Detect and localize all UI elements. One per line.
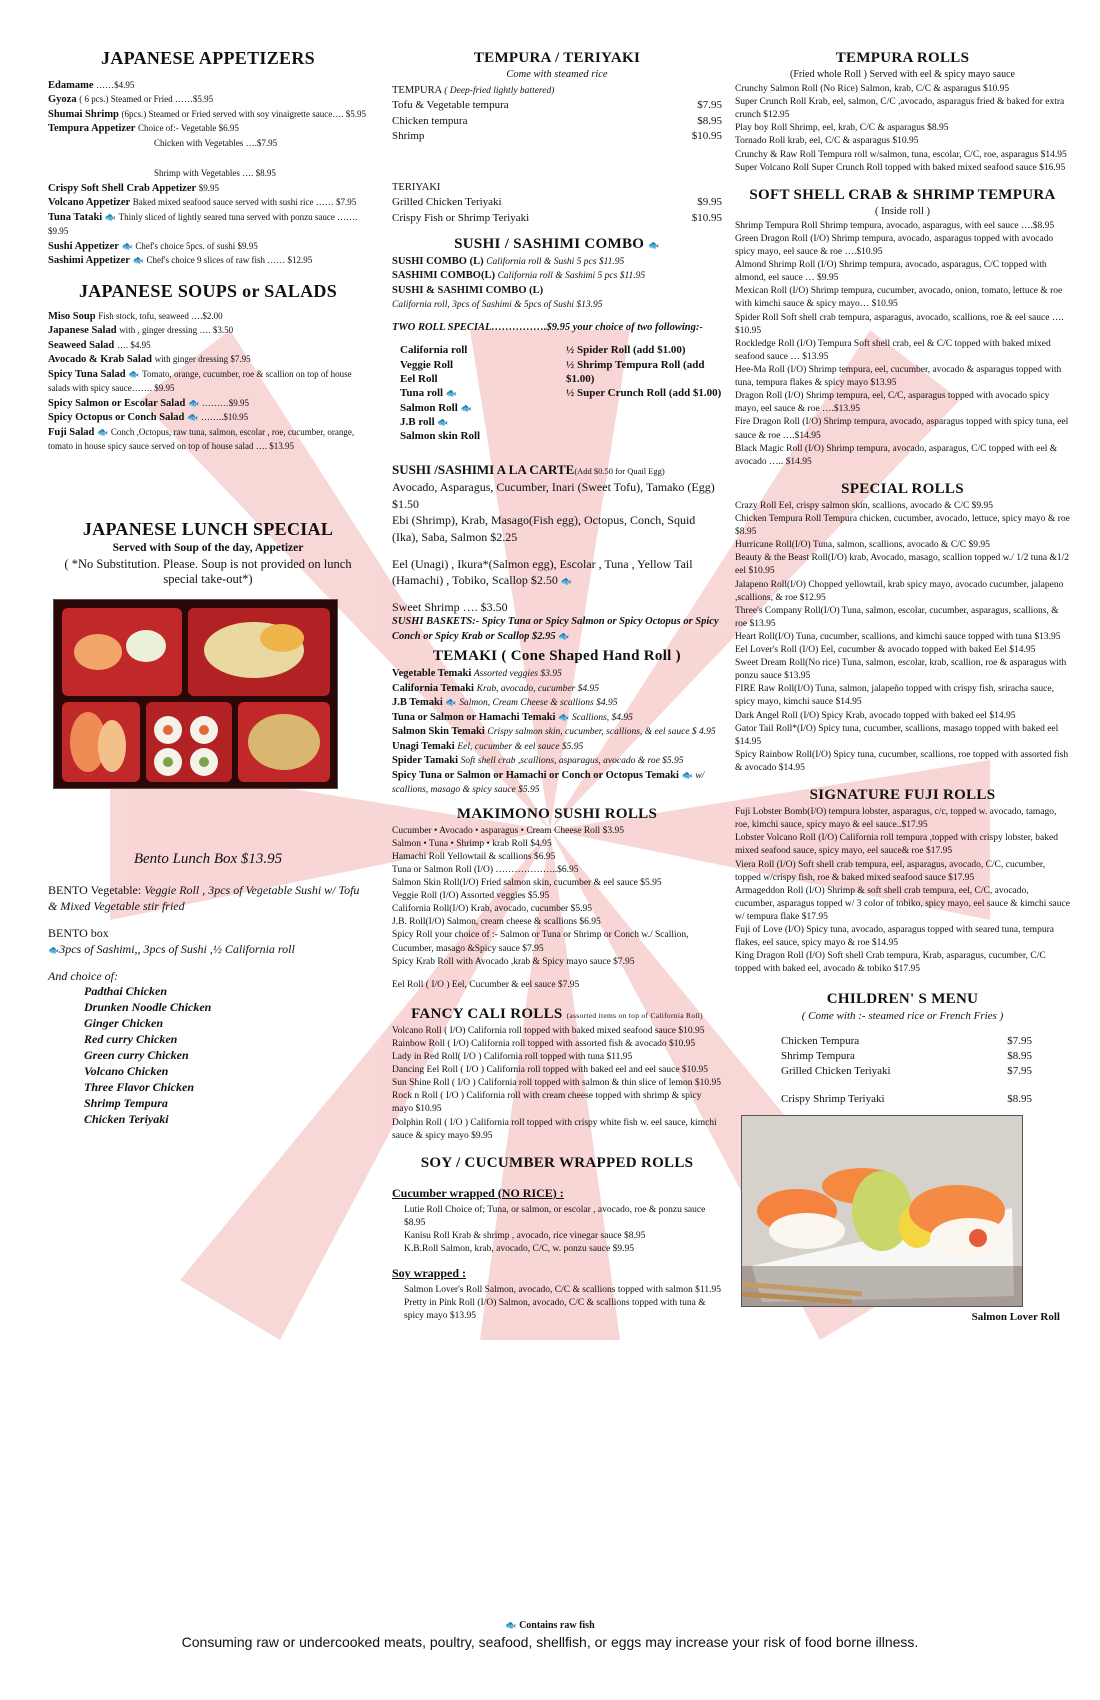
menu-item: Fire Dragon Roll (I/O) Shrimp tempura, avocado, asparagus topped with spicy tuna, eel sauce & roe ….$14.95: [735, 417, 1069, 441]
menu-item: Veggie Roll (I/O) Assorted veggies $5.95: [392, 891, 550, 902]
list-item: Ginger Chicken: [84, 1016, 164, 1031]
menu-item: Spicy Roll your choice of :- Salmon or Tuna or Shrimp or Conch w./ Scallion, Cucumber, masago &Spicy sauce $7.95: [392, 930, 689, 954]
children-title: CHILDREN' S MENU: [826, 990, 979, 1007]
appetizers-title: JAPANESE APPETIZERS: [101, 48, 315, 68]
raw-fish-icon: 🐟: [121, 240, 133, 251]
list-item: California roll: [400, 344, 468, 357]
menu-item: Edamame ……$4.95: [48, 80, 135, 91]
menu-item: Heart Roll(I/O) Tuna, cucumber, scallions, and kimchi sauce topped with tuna $13.95: [735, 631, 1061, 642]
menu-item: Grilled Chicken Teriyaki $7.95: [781, 1065, 1032, 1078]
lunch-title: JAPANESE LUNCH SPECIAL: [82, 518, 334, 539]
fancy-title: FANCY CALI ROLLS (assorted items on top of California Roll): [411, 1005, 703, 1022]
softshell-subtitle: ( Inside roll ): [874, 205, 931, 217]
menu-item: K.B.Roll Salmon, krab, avocado, C/C, w. ponzu sauce $9.95: [404, 1244, 634, 1255]
raw-fish-icon: 🐟: [128, 368, 140, 379]
menu-item: Shrimp with Vegetables …. $8.95: [154, 168, 276, 179]
menu-item: Dolphin Roll ( I/O ) California roll topped with crispy white fish w. eel sauce, kimchi sauce & spicy mayo $9.95: [392, 1117, 717, 1141]
list-item: Eel Roll: [400, 372, 438, 385]
cucumber-wrapped-label: Cucumber wrapped (NO RICE) :: [392, 1185, 564, 1200]
bento-choice-list: [48, 984, 368, 1128]
menu-item: Grilled Chicken Teriyaki $9.95: [392, 196, 722, 209]
raw-fish-legend: 🐟 Contains raw fish: [505, 1620, 595, 1631]
menu-item: Salmon Skin Roll(I/O) Fried salmon skin, cucumber & eel sauce $5.95: [392, 877, 662, 888]
menu-item: Sun Shine Roll ( I/O ) California roll topped with salmon & thin slice of lemon $10.95: [392, 1078, 722, 1089]
teriyaki-label: TERIYAKI: [392, 181, 441, 193]
temaki-title: TEMAKI ( Cone Shaped Hand Roll ): [433, 648, 681, 665]
menu-item: Hamachi Roll Yellowtail & scallions $6.95: [392, 851, 556, 862]
menu-item: Lobster Volcano Roll (I/O) California roll tempura ,topped with crispy lobster, baked mixed seafood sauce, spicy mayo, eel sauce& roe $17.95: [735, 833, 1058, 857]
sushi-baskets: SUSHI BASKETS:- Spicy Tuna or Spicy Salmon or Spicy Octopus or Spicy Conch or Spicy Krab or Scallop $2.95 🐟: [392, 616, 719, 642]
two-roll-special: TWO ROLL SPECIAL…………….$9.95 your choice of two following:-: [392, 321, 703, 333]
menu-item: Seaweed Salad …. $4.95: [48, 339, 151, 351]
menu-item: California Temaki Krab, avocado, cucumber $4.95: [392, 682, 600, 694]
list-item: Padthai Chicken: [84, 984, 168, 999]
list-item: Green curry Chicken: [84, 1048, 189, 1063]
menu-item: Lady in Red Roll( I/O ) California roll topped with tuna $11.95: [392, 1052, 633, 1063]
menu-item: Crazy Roll Eel, crispy salmon skin, scallions, avocado & C/C $9.95: [735, 500, 994, 511]
list-item: Volcano Chicken: [84, 1064, 169, 1079]
bento-photo: [53, 599, 338, 789]
raw-fish-icon: 🐟: [104, 211, 117, 222]
raw-fish-icon: 🐟: [505, 1620, 517, 1630]
column-right: [735, 44, 1070, 1323]
menu-item: Salmon Lover's Roll Salmon, avocado, C/C & scallions topped with salmon $11.95: [404, 1285, 721, 1296]
menu-item: J.B. Roll(I/O) Salmon, cream cheese & scallions $6.95: [392, 917, 601, 928]
raw-fish-icon: 🐟: [187, 397, 200, 408]
menu-item: Shrimp Tempura $8.95: [781, 1049, 1032, 1062]
menu-item: Sashimi Appetizer 🐟 Chef's choice 9 slices of raw fish …… $12.95: [48, 255, 313, 267]
menu-item: Tuna or Salmon or Hamachi Temaki 🐟 Scallions, $4.95: [392, 711, 633, 723]
menu-item: Salmon • Tuna • Shrimp • krab Roll $4.95: [392, 838, 552, 849]
menu-item: Fuji of Love (I/O) Spicy tuna, avocado, asparagus topped with seared tuna, tempura flakes, eel sauce, spicy mayo & roe $14.95: [735, 925, 1054, 949]
list-item: Shrimp Tempura: [84, 1096, 168, 1111]
list-item: Drunken Noodle Chicken: [84, 1000, 212, 1015]
menu-item: Play boy Roll Shrimp, eel, krab, C/C & asparagus $8.95: [735, 123, 949, 134]
menu-item: SASHIMI COMBO(L) California roll & Sashimi 5 pcs $11.95: [392, 270, 646, 282]
children-subtitle: ( Come with :- steamed rice or French Fries ): [801, 1009, 1004, 1022]
menu-item: Pretty in Pink Roll (I/O) Salmon, avocado, C/C & scallions topped with tuna & spicy mayo $13.95: [404, 1298, 706, 1322]
menu-item: Super Volcano Roll Super Crunch Roll topped with baked mixed seafood sauce $16.95: [735, 162, 1066, 173]
menu-item: Sushi Appetizer 🐟 Chef's choice 5pcs. of sushi $9.95: [48, 240, 258, 252]
alacarte-line: Ebi (Shrimp), Krab, Masago(Fish egg), Octopus, Conch, Squid (Ika), Saba, Salmon $2.25: [392, 513, 696, 544]
children-list: [735, 1034, 1070, 1108]
menu-item: Lutie Roll Choice of; Tuna, or salmon, or escolar , avocado, roe & ponzu sauce $8.95: [404, 1204, 706, 1228]
special-title: SPECIAL ROLLS: [841, 480, 964, 497]
bento-box-label: BENTO box: [48, 925, 109, 940]
bento-box-desc: 🐟3pcs of Sashimi,, 3pcs of Sushi ,½ California roll: [48, 942, 295, 957]
soy-wrapped-label: Soy wrapped :: [392, 1266, 467, 1281]
raw-fish-icon: 🐟: [558, 630, 570, 641]
list-item: J.B roll 🐟: [400, 415, 449, 428]
menu-item: J.B Temaki 🐟 Salmon, Cream Cheese & scallions $4.95: [392, 697, 618, 709]
list-item: Chicken Teriyaki: [84, 1112, 169, 1127]
menu-item: Crispy Soft Shell Crab Appetizer $9.95: [48, 182, 220, 194]
menu-item: Black Magic Roll (I/O) Shrimp tempura, avocado, asparagus, C/C topped with eel & avocado ….. $14.95: [735, 443, 1058, 467]
menu-item: Tofu & Vegetable tempura $7.95: [392, 99, 722, 112]
menu-item: Crunchy Salmon Roll (No Rice) Salmon, krab, C/C & asparagus $10.95: [735, 84, 1010, 94]
menu-item: Vegetable Temaki Assorted veggies $3.95: [392, 668, 562, 680]
list-item: ½ Spider Roll (add $1.00): [566, 344, 686, 357]
bento-illustration: [54, 600, 337, 788]
menu-item: Mexican Roll (I/O) Shrimp tempura, cucumber, avocado, onion, tomato, lettuce & roe with kimchi sauce & spicy mayo… $10.95: [735, 286, 1063, 310]
food-safety-notice: Consuming raw or undercooked meats, poultry, seafood, shellfish, or eggs may increase your risk of food borne illness.: [181, 1634, 919, 1650]
raw-fish-icon: 🐟: [460, 402, 472, 413]
menu-item: Shrimp Tempura Roll Shrimp tempura, avocado, asparagus, with eel sauce ….$8.95: [735, 220, 1055, 231]
menu-item: Salmon Skin Temaki Crispy salmon skin, cucumber, scallions, & eel sauce $ 4.95: [392, 726, 716, 738]
menu-item: Miso Soup Fish stock, tofu, seaweed ….$2.00: [48, 310, 223, 322]
list-item: Red curry Chicken: [84, 1032, 178, 1047]
menu-item: Three's Company Roll(I/O) Tuna, salmon, escolar, cucumber, asparagus, scallions, & roe $13.95: [735, 605, 1059, 629]
menu-item: Crispy Fish or Shrimp Teriyaki $10.95: [392, 211, 722, 224]
soups-list: [48, 310, 368, 455]
tempura-label: TEMPURA ( Deep-fried lightly battered): [392, 85, 555, 96]
menu-item: Dragon Roll (I/O) Shrimp tempura, eel, C/C, asparagus topped with avocado spicy mayo, eel sauce & roe ….$13.95: [735, 391, 1050, 415]
soy-title: SOY / CUCUMBER WRAPPED ROLLS: [420, 1154, 694, 1171]
menu-item: Beauty & the Beast Roll(I/O) krab, Avocado, masago, scallion topped w./ 1/2 tuna &1/2 eel $10.95: [735, 553, 1070, 577]
menu-item: Tuna or Salmon Roll (I/O) ………………..$6.95: [392, 864, 579, 875]
menu-item: Hee-Ma Roll (I/O) Shrimp tempura, eel, cucumber, avocado & asparagus topped with tuna, tempura flakes & spicy mayo $13.95: [735, 364, 1062, 389]
menu-item: Tuna Tataki 🐟 Thinly sliced of lightly seared tuna served with ponzu sauce ……. $9.95: [48, 211, 358, 237]
menu-item: Gator Tail Roll*(I/O) Spicy tuna, cucumber, scallions, masago topped with baked eel $14.95: [735, 723, 1059, 747]
list-item: ½ Super Crunch Roll (add $1.00): [566, 387, 722, 400]
alacarte-line: Avocado, Asparagus, Cucumber, Inari (Sweet Tofu), Tamako (Egg) $1.50: [392, 480, 715, 511]
menu-item: Almond Shrimp Roll (I/O) Shrimp tempura, avocado, asparagus, C/C topped with almond, eel sauce … $9.95: [735, 260, 1047, 284]
tempura-rolls-title: TEMPURA ROLLS: [835, 50, 970, 66]
tempura-rolls-subtitle: (Fried whole Roll ) Served with eel & spicy mayo sauce: [790, 69, 1015, 80]
menu-item: Eel Lover's Roll (I/O) Eel, cucumber & avocado topped with baked Eel $14.95: [735, 645, 1036, 656]
menu-item: Unagi Temaki Eel, cucumber & eel sauce $5.95: [392, 740, 584, 752]
menu-item: Dark Angel Roll (I/O) Spicy Krab, avocado topped with baked eel $14.95: [735, 710, 1016, 721]
menu-item: Fuji Lobster Bomb(I/O) tempura lobster, asparagus, c/c, topped w. avocado, tamago, roe, kimchi sauce, spicy mayo & eel sauce..$17.95: [735, 807, 1057, 831]
soups-title: JAPANESE SOUPS or SALADS: [78, 280, 338, 301]
menu-item: Spicy Salmon or Escolar Salad 🐟 ………$9.95: [48, 397, 250, 409]
raw-fish-icon: 🐟: [681, 769, 693, 780]
menu-item: Gyoza ( 6 pcs.) Steamed or Fried ……$5.95: [48, 94, 214, 106]
menu-item: Chicken Tempura Roll Tempura chicken, cucumber, avocado, lettuce, spicy mayo & roe $8.95: [735, 513, 1070, 538]
raw-fish-icon: 🐟: [186, 412, 199, 423]
raw-fish-icon: 🐟: [97, 426, 109, 437]
raw-fish-icon: 🐟: [558, 711, 570, 722]
bento-vegetable: BENTO Vegetable: Veggie Roll , 3pcs of Vegetable Sushi w/ Tofu & Mixed Vegetable stir fried: [48, 882, 360, 914]
menu-item: Japanese Salad with , ginger dressing …. $3.50: [48, 325, 234, 337]
alacarte-line: Eel (Unagi) , Ikura*(Salmon egg), Escolar , Tuna , Yellow Tail (Hamachi) , Tobiko, Scallop $2.50 🐟: [392, 556, 693, 588]
column-left: [48, 44, 368, 1128]
menu-item: Chicken tempura $8.95: [392, 114, 722, 127]
menu-item: Spider Roll Soft shell crab tempura, asparagus, avocado, scallions, roe & eel sauce …. $10.95: [735, 312, 1064, 336]
list-item: Salmon Roll 🐟: [400, 401, 472, 414]
two-roll-grid: [392, 343, 722, 443]
menu-item: Kanisu Roll Krab & shrimp , avocado, rice vinegar sauce $8.95: [404, 1231, 646, 1242]
menu-item: SUSHI & SASHIMI COMBO (L): [392, 284, 544, 296]
menu-item: Spicy Rainbow Roll(I/O) Spicy tuna, cucumber, scallions, roe topped with assorted fish & avocado $14.95: [735, 749, 1069, 774]
salmon-roll-illustration: [742, 1116, 1022, 1306]
menu-item: Spider Tamaki Soft shell crab ,scallions, asparagus, avocado & roe $5.95: [392, 755, 684, 767]
two-roll-left: [400, 343, 556, 443]
menu-item: Chicken with Vegetables ….$7.95: [154, 137, 278, 148]
makimono-title: MAKIMONO SUSHI ROLLS: [456, 805, 658, 822]
list-item: Tuna roll 🐟: [400, 387, 458, 400]
list-item: Salmon skin Roll: [400, 430, 481, 443]
menu-item: Fuji Salad 🐟 Conch ,Octopus, raw tuna, salmon, escolar , roe, cucumber, orange, tomato in house spicy sauce served on top of house salad …. $13.95: [48, 426, 355, 452]
combo-title: SUSHI / SASHIMI COMBO 🐟: [454, 235, 660, 252]
menu-item: California Roll(I/O) Krab, avocado, cucumber $5.95: [392, 904, 592, 915]
menu-item: Crispy Shrimp Teriyaki $8.95: [781, 1092, 1032, 1105]
menu-item: Hurricane Roll(I/O) Tuna, salmon, scallions, avocado & C/C $9.95: [735, 540, 990, 551]
menu-item: Armageddon Roll (I/O) Shrimp & soft shell crab tempura, eel, C/C, avocado, cucumber, asparagus topped w/ 3 color of tobiko, spicy mayo, eel sauce & kimchi sauce w/ tempura flake $17.95: [735, 885, 1070, 923]
alacarte-line: Sweet Shrimp …. $3.50: [392, 599, 508, 614]
raw-fish-icon: 🐟: [445, 388, 458, 399]
list-item: Three Flavor Chicken: [84, 1080, 194, 1095]
tempura-teriyaki-title: TEMPURA / TERIYAKI: [473, 50, 641, 66]
menu-item: Tornado Roll krab, eel, C/C & asparagus $10.95: [735, 136, 919, 147]
menu-item: Avocado & Krab Salad with ginger dressing $7.95: [48, 354, 251, 366]
raw-fish-icon: 🐟: [445, 697, 457, 708]
two-roll-right: [566, 343, 722, 443]
lunch-subtitle: Served with Soup of the day, Appetizer: [112, 541, 304, 554]
menu-item: King Dragon Roll (I/O) Soft shell Crab tempura, Krab, asparagus, cucumber, C/C topped with baked eel, avocado & tobiko $17.95: [735, 951, 1046, 975]
raw-fish-icon: 🐟: [648, 239, 660, 250]
menu-item: Rockledge Roll (I/O) Tempura Soft shell crab, eel & C/C topped with baked mixed seafood sauce … $13.95: [735, 338, 1051, 362]
appetizers-list: [48, 79, 368, 269]
softshell-title: SOFT SHELL CRAB & SHRIMP TEMPURA: [749, 186, 1056, 203]
lunch-note: ( *No Substitution. Please. Soup is not provided on lunch special take-out*): [64, 556, 352, 586]
menu-item: Green Dragon Roll (I/O) Shrimp tempura, avocado, asparagus topped with avocado spicy mayo, eel sauce & roe ….$10.95: [735, 233, 1054, 257]
menu-item: Sweet Dream Roll(No rice) Tuna, salmon, escolar, krab, scallion, roe & asparagus with ponzu sauce $13.95: [735, 658, 1067, 682]
menu-item: Shumai Shrimp (6pcs.) Steamed or Fried served with soy vinaigrette sauce…. $5.95: [48, 108, 366, 120]
column-middle: [392, 44, 722, 1324]
tempura-teriyaki-subtitle: Come with steamed rice: [506, 69, 608, 80]
salmon-lover-roll-photo: [741, 1115, 1023, 1307]
bento-title: Bento Lunch Box $13.95: [133, 850, 283, 867]
menu-item: Jalapeno Roll(I/O) Chopped yellowtail, krab spicy mayo, avocado cucumber, jalapeno ,scallions, & roe $12.95: [735, 579, 1064, 603]
menu-item: Tempura Appetizer Choice of:- Vegetable $6.95: [48, 123, 239, 135]
menu-item: Spicy Tuna Salad 🐟 Tomato, orange, cucumber, roe & scallion on top of house salads with spicy sauce……. $9.95: [48, 368, 352, 394]
menu-item: Crunchy & Raw Roll Tempura roll w/salmon, tuna, escolar, C/C, roe, asparagus $14.95: [735, 149, 1067, 160]
menu-item: FIRE Raw Roll(I/O) Tuna, salmon, jalapeño topped with crispy fish, sriracha sauce, spicy mayo, kimchi sauce $14.95: [735, 684, 1054, 708]
signature-title: SIGNATURE FUJI ROLLS: [809, 787, 996, 804]
menu-item: California roll, 3pcs of Sashimi & 5pcs of Sushi $13.95: [392, 300, 603, 311]
menu-item: Rock n Roll ( I/O ) California roll with cream cheese topped with shrimp & spicy mayo $10.95: [392, 1091, 702, 1115]
menu-item: Viera Roll (I/O) Soft shell crab tempura, eel, asparagus, avocado, C/C, cucumber, topped w/crispy fish, roe & baked mixed seafood sauce $17.95: [735, 859, 1046, 883]
menu-item: Chicken Tempura $7.95: [781, 1034, 1032, 1047]
raw-fish-icon: 🐟: [437, 416, 449, 427]
menu-item: Volcano Roll ( I/O) California roll topped with baked mixed seafood sauce $10.95: [392, 1025, 705, 1036]
list-item: ½ Shrimp Tempura Roll (add $1.00): [566, 358, 705, 385]
menu-item: Shrimp $10.95: [392, 130, 722, 143]
menu-item: Volcano Appetizer Baked mixed seafood sauce served with sushi rice …… $7.95: [48, 197, 357, 209]
menu-item: Dancing Eel Roll ( I/O ) California roll topped with baked eel and eel sauce $10.95: [392, 1065, 709, 1076]
menu-item: Rainbow Roll ( I/O) California roll topped with assorted fish & avocado $10.95: [392, 1038, 696, 1049]
menu-item: Super Crunch Roll Krab, eel, salmon, C/C ,avocado, asparagus fried & baked for extra crunch $12.95: [735, 97, 1065, 121]
menu-item: Spicy Krab Roll with Avocado ,krab & Spicy mayo sauce $7.95: [392, 956, 635, 967]
list-item: Veggie Roll: [400, 358, 454, 371]
menu-item: Cucumber • Avocado • asparagus • Cream Cheese Roll $3.95: [392, 825, 624, 836]
raw-fish-icon: 🐟: [48, 945, 60, 956]
alacarte-title: SUSHI /SASHIMI A LA CARTE(Add $0.50 for Quail Egg): [392, 462, 665, 478]
raw-fish-icon: 🐟: [560, 576, 573, 587]
menu-item: SUSHI COMBO (L) California roll & Sushi 5 pcs $11.95: [392, 255, 625, 267]
menu-item: Spicy Tuna or Salmon or Hamachi or Conch or Octopus Temaki 🐟 w/ scallions, masago & spicy sauce $5.95: [392, 769, 705, 796]
menu-item: Spicy Octopus or Conch Salad 🐟 ……..$10.95: [48, 412, 249, 424]
photo-caption: Salmon Lover Roll: [971, 1311, 1060, 1324]
bento-choice-label: And choice of:: [48, 968, 118, 983]
menu-item: Eel Roll ( I/O ) Eel, Cucumber & eel sauce $7.95: [392, 979, 580, 990]
raw-fish-icon: 🐟: [132, 255, 144, 266]
